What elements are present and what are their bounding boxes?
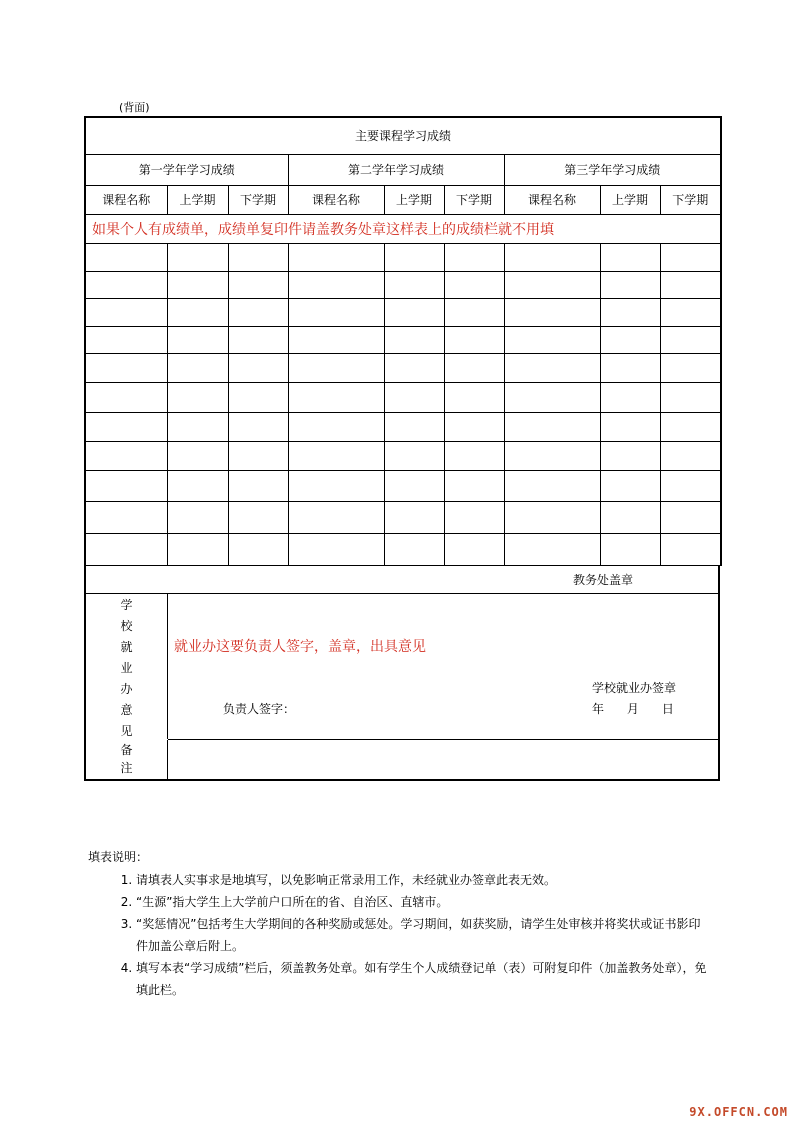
grade-row: [85, 471, 721, 501]
year2-header: 第二学年学习成绩: [288, 154, 504, 185]
grade-cell[interactable]: [504, 272, 600, 299]
instructions-heading: 填表说明：: [88, 850, 149, 864]
year3-header: 第三学年学习成绩: [504, 154, 721, 185]
grade-cell[interactable]: [288, 244, 384, 272]
grade-cell[interactable]: [85, 533, 167, 565]
grade-cell[interactable]: [444, 413, 504, 442]
grade-cell[interactable]: [384, 442, 444, 471]
grade-cell[interactable]: [167, 244, 228, 272]
academic-seal-row: [86, 566, 718, 594]
grade-cell[interactable]: [600, 326, 660, 353]
grade-cell[interactable]: [504, 442, 600, 471]
grade-cell[interactable]: [85, 244, 167, 272]
grade-cell[interactable]: [384, 244, 444, 272]
grade-cell[interactable]: [384, 382, 444, 412]
second-semester-header: 下学期: [228, 185, 288, 214]
grade-cell[interactable]: [228, 413, 288, 442]
grade-cell[interactable]: [600, 413, 660, 442]
grade-cell[interactable]: [167, 501, 228, 533]
grade-cell[interactable]: [504, 413, 600, 442]
grade-cell[interactable]: [288, 501, 384, 533]
grade-cell[interactable]: [660, 413, 721, 442]
grade-cell[interactable]: [228, 501, 288, 533]
signer-label: 负责人签字：: [223, 702, 296, 716]
grade-cell[interactable]: [660, 442, 721, 471]
grade-cell[interactable]: [384, 272, 444, 299]
grade-cell[interactable]: [167, 442, 228, 471]
grade-cell[interactable]: [167, 353, 228, 382]
date-year: 年: [592, 702, 605, 716]
school-employment-opinion-label: [86, 593, 168, 739]
grade-cell[interactable]: [660, 244, 721, 272]
employment-office-seal-label: 学校就业办签章: [592, 681, 677, 695]
grade-cell[interactable]: [600, 299, 660, 326]
grade-cell[interactable]: [228, 353, 288, 382]
label-char: 就: [120, 640, 133, 654]
grade-cell[interactable]: [167, 272, 228, 299]
grade-cell[interactable]: [85, 471, 167, 501]
date-day: 日: [661, 702, 674, 716]
grade-cell[interactable]: [288, 533, 384, 565]
grade-cell[interactable]: [288, 299, 384, 326]
grade-cell[interactable]: [504, 471, 600, 501]
label-char: 学: [120, 598, 133, 612]
grade-cell[interactable]: [600, 471, 660, 501]
grade-row: [85, 501, 721, 533]
grade-cell[interactable]: [384, 471, 444, 501]
grade-row: [85, 326, 721, 353]
academic-affairs-seal-label: 教务处盖章: [573, 573, 634, 587]
grade-cell[interactable]: [288, 326, 384, 353]
grade-cell[interactable]: [85, 299, 167, 326]
grade-cell[interactable]: [600, 501, 660, 533]
label-char: 意: [120, 703, 133, 717]
label-char: 注: [120, 761, 133, 775]
grade-cell[interactable]: [384, 413, 444, 442]
opinion-section: [84, 566, 720, 781]
second-semester-header: 下学期: [444, 185, 504, 214]
label-char: 见: [120, 724, 133, 738]
grade-cell[interactable]: [228, 382, 288, 412]
grade-cell[interactable]: [444, 382, 504, 412]
grade-cell[interactable]: [85, 442, 167, 471]
first-semester-header: 上学期: [600, 185, 660, 214]
grade-cell[interactable]: [504, 326, 600, 353]
grade-cell[interactable]: [444, 442, 504, 471]
grade-row: [85, 413, 721, 442]
table-title: 主要课程学习成绩: [85, 117, 721, 154]
instruction-item: 1. 请填表人实事求是地填写，以免影响正常录用工作，未经就业办签章此表无效。: [136, 869, 708, 891]
grade-cell[interactable]: [660, 299, 721, 326]
grade-row: [85, 244, 721, 272]
grade-cell[interactable]: [288, 353, 384, 382]
grade-cell[interactable]: [85, 413, 167, 442]
instruction-item: 3. “奖惩情况”包括考生大学期间的各种奖励或惩处。学习期间，如获奖励，请学生处审核并将奖状或证书影印件加盖公章后附上。: [136, 913, 708, 957]
second-semester-header: 下学期: [660, 185, 721, 214]
grade-cell[interactable]: [384, 533, 444, 565]
grade-cell[interactable]: [444, 501, 504, 533]
remarks-label: [86, 740, 168, 779]
label-char: 备: [120, 743, 133, 757]
grade-cell[interactable]: [167, 299, 228, 326]
first-semester-header: 上学期: [384, 185, 444, 214]
grade-cell[interactable]: [504, 501, 600, 533]
grade-cell[interactable]: [444, 353, 504, 382]
watermark: 9X.OFFCN.COM: [689, 1105, 788, 1119]
date-month: 月: [626, 702, 639, 716]
grade-cell[interactable]: [228, 442, 288, 471]
grade-cell[interactable]: [228, 244, 288, 272]
grade-cell[interactable]: [600, 272, 660, 299]
grade-cell[interactable]: [660, 382, 721, 412]
grade-cell[interactable]: [444, 533, 504, 565]
grade-cell[interactable]: [660, 533, 721, 565]
grade-cell[interactable]: [167, 471, 228, 501]
grade-cell[interactable]: [660, 471, 721, 501]
grade-row: [85, 533, 721, 565]
opinion-note: 就业办这要负责人签字，盖章，出具意见: [174, 639, 426, 655]
grade-cell[interactable]: [384, 353, 444, 382]
grade-cell[interactable]: [228, 299, 288, 326]
grade-row: [85, 382, 721, 412]
grade-cell[interactable]: [85, 326, 167, 353]
date-line: [592, 700, 674, 717]
grade-cell[interactable]: [85, 382, 167, 412]
grade-cell[interactable]: [600, 442, 660, 471]
grade-cell[interactable]: [660, 501, 721, 533]
grade-cell[interactable]: [600, 353, 660, 382]
grade-row: [85, 353, 721, 382]
instructions-list: [88, 869, 708, 1001]
grade-cell[interactable]: [384, 501, 444, 533]
grade-cell[interactable]: [600, 382, 660, 412]
grade-cell[interactable]: [228, 326, 288, 353]
course-name-header: 课程名称: [288, 185, 384, 214]
grade-cell[interactable]: [504, 382, 600, 412]
remarks-label-text: [86, 741, 167, 777]
grade-cell[interactable]: [384, 326, 444, 353]
grade-cell[interactable]: [288, 442, 384, 471]
grade-cell[interactable]: [288, 413, 384, 442]
first-semester-header: 上学期: [167, 185, 228, 214]
year1-header: 第一学年学习成绩: [85, 154, 288, 185]
grade-cell[interactable]: [504, 533, 600, 565]
grade-cell[interactable]: [167, 533, 228, 565]
grade-cell[interactable]: [444, 272, 504, 299]
grade-cell[interactable]: [228, 471, 288, 501]
grade-cell[interactable]: [504, 353, 600, 382]
opinion-body[interactable]: [168, 593, 718, 740]
grade-cell[interactable]: [444, 244, 504, 272]
grade-cell[interactable]: [228, 533, 288, 565]
grade-cell[interactable]: [288, 471, 384, 501]
grades-note: 如果个人有成绩单，成绩单复印件请盖教务处章这样表上的成绩栏就不用填: [85, 215, 721, 244]
grade-cell[interactable]: [85, 353, 167, 382]
instruction-item: 2. “生源”指大学生上大学前户口所在的省、自治区、直辖市。: [136, 891, 708, 913]
grade-cell[interactable]: [600, 244, 660, 272]
label-char: 校: [120, 619, 133, 633]
course-grades-table: [84, 116, 722, 566]
fill-instructions: [88, 846, 708, 1001]
grade-cell[interactable]: [167, 326, 228, 353]
grade-cell[interactable]: [228, 272, 288, 299]
grade-cell[interactable]: [660, 353, 721, 382]
grade-cell[interactable]: [504, 299, 600, 326]
grade-cell[interactable]: [660, 326, 721, 353]
grade-cell[interactable]: [85, 501, 167, 533]
grade-cell[interactable]: [384, 299, 444, 326]
grade-cell[interactable]: [288, 382, 384, 412]
course-name-header: 课程名称: [85, 185, 167, 214]
grade-cell[interactable]: [504, 244, 600, 272]
opinion-label-text: [86, 595, 167, 742]
label-char: 业: [120, 661, 133, 675]
grade-cell[interactable]: [288, 272, 384, 299]
grade-cell[interactable]: [444, 326, 504, 353]
grade-cell[interactable]: [600, 533, 660, 565]
grade-cell[interactable]: [167, 413, 228, 442]
grade-row: [85, 272, 721, 299]
grade-row: [85, 299, 721, 326]
grade-cell[interactable]: [167, 382, 228, 412]
grade-cell[interactable]: [85, 272, 167, 299]
grade-cell[interactable]: [444, 299, 504, 326]
grade-row: [85, 442, 721, 471]
grade-cell[interactable]: [444, 471, 504, 501]
back-side-label: (背面): [119, 101, 150, 114]
course-name-header: 课程名称: [504, 185, 600, 214]
instruction-item: 4. 填写本表“学习成绩”栏后，须盖教务处章。如有学生个人成绩登记单（表）可附复印件（加盖教务处章），免填此栏。: [136, 957, 708, 1001]
label-char: 办: [120, 682, 133, 696]
grade-cell[interactable]: [660, 272, 721, 299]
